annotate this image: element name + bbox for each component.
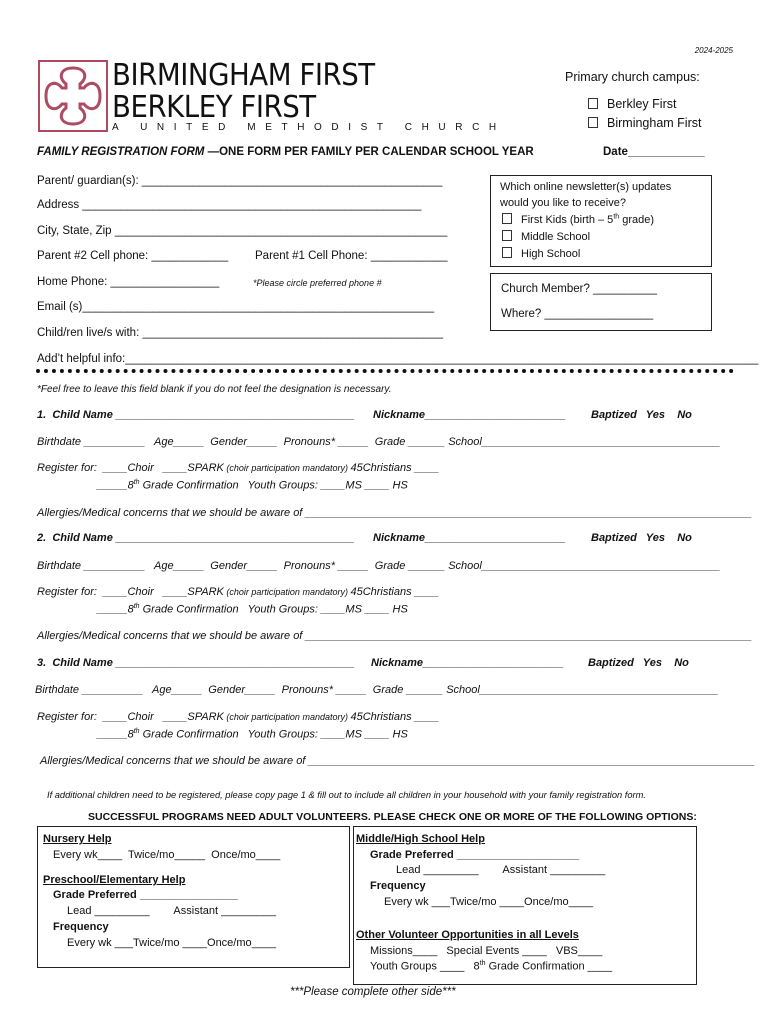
child-details-field[interactable]: Birthdate __________ Age_____ Gender_____ Pronouns* _____ Grade ______ School_______________________________________: [35, 684, 719, 696]
church-member-field[interactable]: Church Member? __________: [501, 283, 657, 295]
other-opportunities-title: Other Volunteer Opportunities in all Levels: [356, 929, 579, 941]
confirmation-youth-field[interactable]: _____8th Grade Confirmation Youth Groups: ____MS ____ HS: [97, 603, 408, 616]
address-field[interactable]: Address _____________________________________________________: [37, 199, 422, 211]
middle-high-role-field[interactable]: Lead _________ Assistant _________: [396, 864, 606, 876]
child-details-field[interactable]: Birthdate __________ Age_____ Gender_____ Pronouns* _____ Grade ______ School_______________________________________: [37, 436, 721, 448]
nickname-field[interactable]: Nickname_______________________: [373, 409, 566, 421]
parent1-cell-field[interactable]: Parent #1 Cell Phone: ____________: [255, 250, 448, 262]
register-for-field[interactable]: Register for: ____Choir ____SPARK (choir participation mandatory) 45Christians ____: [37, 586, 440, 598]
parents-field[interactable]: Parent/ guardian(s): _______________________________________________: [37, 175, 443, 187]
church-tagline: A UNITED METHODIST CHURCH: [112, 122, 506, 133]
newsletter-first-kids[interactable]: First Kids (birth – 5th grade): [502, 213, 654, 226]
newsletter-high-school[interactable]: High School: [502, 247, 580, 260]
preschool-frequency-field[interactable]: Every wk ___Twice/mo ____Once/mo____: [67, 937, 277, 949]
middle-high-grade-field[interactable]: Grade Preferred ____________________: [370, 849, 580, 861]
baptized-field[interactable]: Baptized Yes No: [591, 532, 692, 544]
child-lives-field[interactable]: Child/ren live/s with: _______________________________________________: [37, 327, 444, 339]
newsletter-question-line1: Which online newsletter(s) updates: [500, 181, 672, 193]
preschool-role-field[interactable]: Lead _________ Assistant _________: [67, 905, 277, 917]
child-name-field[interactable]: 3. Child Name _______________________________________: [37, 657, 355, 669]
nursery-frequency-field[interactable]: Every wk____ Twice/mo_____ Once/mo____: [53, 849, 281, 861]
allergies-field[interactable]: Allergies/Medical concerns that we should be aware of _________________________________________________________________________: [40, 755, 756, 767]
email-field[interactable]: Email (s)_______________________________________________________: [37, 301, 435, 313]
checkbox-icon[interactable]: [502, 213, 512, 224]
newsletter-question-line2: would you like to receive?: [500, 197, 626, 209]
membership-box: [490, 273, 712, 331]
middle-high-frequency-label: Frequency: [370, 880, 426, 892]
checkbox-icon[interactable]: [502, 230, 512, 241]
youth-confirmation-field[interactable]: Youth Groups ____ 8th Grade Confirmation ____: [370, 960, 613, 973]
checkbox-icon[interactable]: [588, 117, 598, 128]
nickname-field[interactable]: Nickname_______________________: [373, 532, 566, 544]
dotted-divider: [36, 369, 734, 373]
preschool-frequency-label: Frequency: [53, 921, 109, 933]
preschool-grade-field[interactable]: Grade Preferred ________________: [53, 889, 238, 901]
church-name-line1: BIRMINGHAM FIRST: [112, 58, 375, 93]
baptized-field[interactable]: Baptized Yes No: [591, 409, 692, 421]
campus-option-berkley[interactable]: Berkley First: [588, 97, 676, 111]
allergies-field[interactable]: Allergies/Medical concerns that we should be aware of _________________________________________________________________________: [37, 630, 753, 642]
additional-children-note: If additional children need to be registered, please copy page 1 & fill out to include all children in your household with your family registration form.: [47, 790, 646, 800]
checkbox-icon[interactable]: [588, 98, 598, 109]
form-title: FAMILY REGISTRATION FORM —ONE FORM PER FAMILY PER CALENDAR SCHOOL YEAR: [37, 146, 534, 158]
checkbox-icon[interactable]: [502, 247, 512, 258]
register-for-field[interactable]: Register for: ____Choir ____SPARK (choir participation mandatory) 45Christians ____: [37, 711, 440, 723]
confirmation-youth-field[interactable]: _____8th Grade Confirmation Youth Groups: ____MS ____ HS: [97, 479, 408, 492]
child-name-field[interactable]: 1. Child Name _______________________________________: [37, 409, 355, 421]
middle-high-frequency-field[interactable]: Every wk ___Twice/mo ____Once/mo____: [384, 896, 594, 908]
complete-other-side-note: ***Please complete other side***: [290, 986, 456, 998]
child-details-field[interactable]: Birthdate __________ Age_____ Gender_____ Pronouns* _____ Grade ______ School_______________________________________: [37, 560, 721, 572]
newsletter-middle-school[interactable]: Middle School: [502, 230, 590, 243]
church-logo: [38, 60, 108, 132]
other-opportunities-field[interactable]: Missions____ Special Events ____ VBS____: [370, 945, 603, 957]
middle-high-help-title: Middle/High School Help: [356, 833, 485, 845]
phone-note: *Please circle preferred phone #: [253, 278, 382, 288]
register-for-field[interactable]: Register for: ____Choir ____SPARK (choir participation mandatory) 45Christians ____: [37, 462, 440, 474]
date-field[interactable]: Date____________: [603, 146, 705, 158]
baptized-field[interactable]: Baptized Yes No: [588, 657, 689, 669]
child-name-field[interactable]: 2. Child Name _______________________________________: [37, 532, 355, 544]
confirmation-youth-field[interactable]: _____8th Grade Confirmation Youth Groups: ____MS ____ HS: [97, 728, 408, 741]
campus-option-birmingham[interactable]: Birmingham First: [588, 116, 701, 130]
nursery-help-title: Nursery Help: [43, 833, 112, 845]
where-field[interactable]: Where? _________________: [501, 308, 654, 320]
preschool-help-title: Preschool/Elementary Help: [43, 874, 186, 886]
church-name-line2: BERKLEY FIRST: [112, 90, 316, 125]
helpful-info-field[interactable]: Add’t helpful info:___________________________________________________________________________________________________: [37, 353, 759, 365]
campus-label: Primary church campus:: [565, 70, 700, 84]
city-field[interactable]: City, State, Zip ____________________________________________________: [37, 225, 448, 237]
nickname-field[interactable]: Nickname_______________________: [371, 657, 564, 669]
home-phone-field[interactable]: Home Phone: _________________: [37, 276, 220, 288]
cross-logo-icon: [38, 60, 108, 132]
allergies-field[interactable]: Allergies/Medical concerns that we should be aware of _________________________________________________________________________: [37, 507, 753, 519]
school-year: 2024-2025: [694, 46, 733, 55]
blank-field-note: *Feel free to leave this field blank if you do not feel the designation is necessary.: [37, 384, 392, 395]
volunteer-heading: SUCCESSFUL PROGRAMS NEED ADULT VOLUNTEERS. PLEASE CHECK ONE OR MORE OF THE FOLLOWING OPTIONS:: [88, 811, 697, 823]
parent2-cell-field[interactable]: Parent #2 Cell phone: ____________: [37, 250, 229, 262]
